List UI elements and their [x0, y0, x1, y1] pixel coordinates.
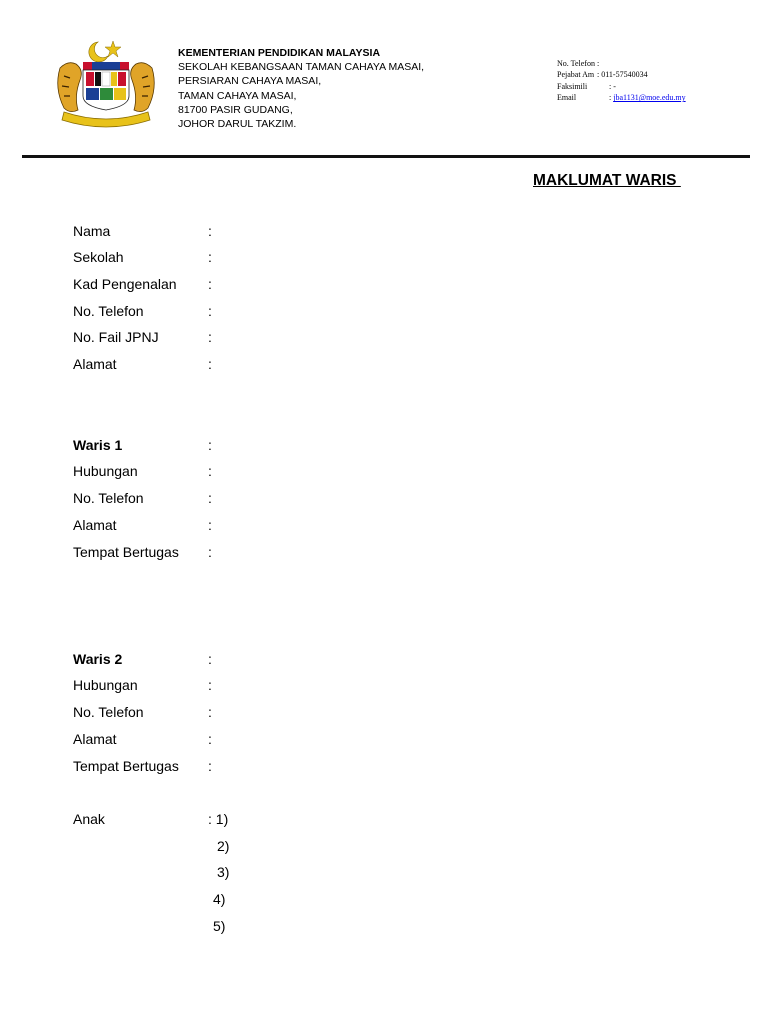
- anak-item: 5): [213, 918, 226, 934]
- waris1-heading: Waris 1: [73, 437, 123, 453]
- address-line: JOHOR DARUL TAKZIM.: [178, 118, 297, 131]
- field-no-telefon: No. Telefon: [73, 704, 144, 720]
- colon: :: [208, 223, 212, 239]
- header-divider: [22, 155, 750, 158]
- field-tempat-bertugas: Tempat Bertugas: [73, 544, 179, 560]
- field-tempat-bertugas: Tempat Bertugas: [73, 758, 179, 774]
- anak-item: 3): [217, 864, 230, 880]
- field-alamat: Alamat: [73, 731, 117, 747]
- field-nama: Nama: [73, 223, 111, 239]
- colon: :: [208, 517, 212, 533]
- office-phone-value: : 011-57540034: [597, 70, 648, 80]
- field-hubungan: Hubungan: [73, 677, 138, 693]
- email-link[interactable]: jba1131@moe.edu.my: [613, 93, 686, 103]
- page-title: MAKLUMAT WARIS: [533, 172, 681, 189]
- colon: :: [208, 276, 212, 292]
- field-sekolah: Sekolah: [73, 249, 124, 265]
- field-no-fail-jpnj: No. Fail JPNJ: [73, 329, 159, 345]
- colon: :: [208, 329, 212, 345]
- colon: :: [208, 303, 212, 319]
- colon: :: [208, 490, 212, 506]
- anak-item: : 1): [208, 811, 229, 827]
- school-letterhead: [178, 46, 424, 131]
- colon: :: [208, 758, 212, 774]
- field-anak: Anak: [73, 811, 105, 827]
- address-line: PERSIARAN CAHAYA MASAI,: [178, 75, 322, 88]
- address-line: 81700 PASIR GUDANG,: [178, 103, 293, 116]
- ministry-name: KEMENTERIAN PENDIDIKAN MALAYSIA: [178, 47, 381, 59]
- email-separator: :: [609, 93, 612, 103]
- contact-title: No. Telefon :: [557, 59, 600, 68]
- anak-item: 4): [213, 891, 226, 907]
- colon: :: [208, 356, 212, 372]
- field-no-telefon: No. Telefon: [73, 490, 144, 506]
- colon: :: [208, 651, 212, 667]
- colon: :: [208, 677, 212, 693]
- contact-block: [557, 58, 686, 104]
- field-kad-pengenalan: Kad Pengenalan: [73, 276, 177, 292]
- field-alamat: Alamat: [73, 356, 117, 372]
- colon: :: [208, 704, 212, 720]
- waris2-heading: Waris 2: [73, 651, 123, 667]
- email-label: Email: [557, 93, 577, 103]
- office-phone-label: Pejabat Am: [557, 70, 595, 80]
- colon: :: [208, 249, 212, 265]
- colon: :: [208, 544, 212, 560]
- jata-negara-crest-icon: [50, 38, 162, 130]
- address-line: SEKOLAH KEBANGSAAN TAMAN CAHAYA MASAI,: [178, 61, 425, 74]
- colon: :: [208, 731, 212, 747]
- colon: :: [208, 437, 212, 453]
- anak-item: 2): [217, 838, 230, 854]
- colon: :: [208, 463, 212, 479]
- field-alamat: Alamat: [73, 517, 117, 533]
- fax-value: : -: [609, 81, 616, 91]
- field-no-telefon: No. Telefon: [73, 303, 144, 319]
- address-line: TAMAN CAHAYA MASAI,: [178, 89, 297, 102]
- fax-label: Faksimili: [557, 81, 588, 91]
- field-hubungan: Hubungan: [73, 463, 138, 479]
